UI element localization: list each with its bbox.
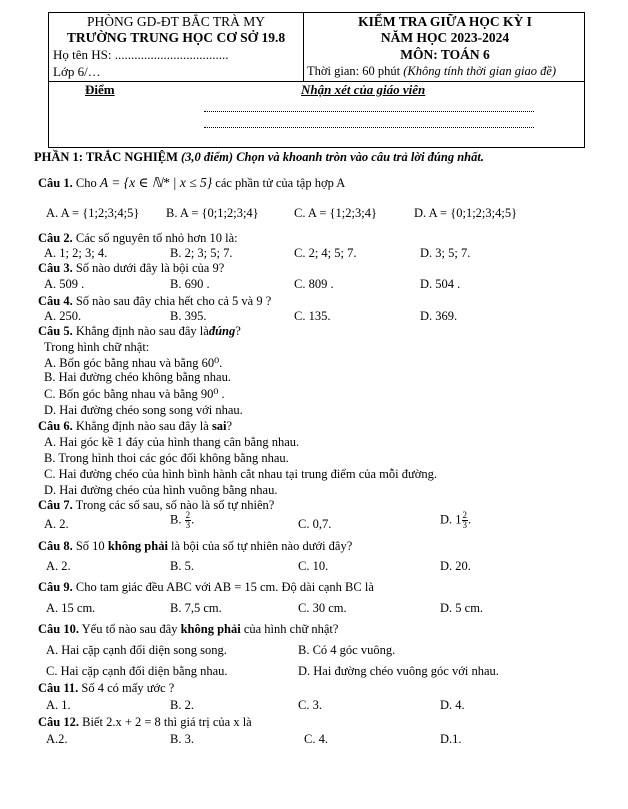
option-d[interactable]: D. Hai đường chéo vuông góc với nhau.: [298, 664, 499, 678]
question-intro: Trong hình chữ nhật:: [44, 340, 150, 354]
time-label: Thời gian: 60 phút: [307, 64, 401, 78]
question-text: Cho tam giác đều ABC với AB = 15 cm. Độ dài cạnh BC là: [75, 580, 374, 594]
option-a[interactable]: A. 15 cm.: [46, 601, 96, 615]
question-3: [38, 261, 224, 276]
option-a[interactable]: A. 250.: [44, 309, 82, 323]
question-7: [38, 498, 274, 513]
option-c[interactable]: C. 135.: [294, 309, 331, 323]
question-emphasis: sai: [211, 419, 227, 433]
option-c[interactable]: C. 0,7.: [298, 517, 332, 531]
question-label: Câu 12.: [38, 715, 79, 729]
question-label: Câu 3.: [38, 261, 73, 275]
comment-line-1: [204, 111, 534, 112]
question-text-end: của hình chữ nhật?: [243, 622, 339, 636]
option-d[interactable]: D. 20.: [440, 559, 471, 573]
set-notation: A = {x ∈ ℕ* | x ≤ 5}: [99, 175, 213, 190]
score-label: Điểm: [85, 82, 115, 97]
fraction-numerator: 2: [185, 510, 191, 520]
question-text: Số 4 có mấy ước ?: [81, 681, 175, 695]
option-a[interactable]: A. 1.: [46, 698, 71, 712]
option-b-prefix: B.: [170, 512, 182, 527]
question-text: Số nào dưới đây là bội của 9?: [75, 261, 225, 275]
option-d[interactable]: D. Hai đường chéo của hình vuông bằng nhau.: [44, 483, 278, 497]
question-label: Câu 1.: [38, 176, 73, 190]
question-text: Các số nguyên tố nhỏ hơn 10 là:: [75, 231, 238, 245]
option-b[interactable]: B. Có 4 góc vuông.: [298, 643, 396, 657]
option-d[interactable]: D. Hai đường chéo song song với nhau.: [44, 403, 243, 417]
teacher-comment-label: Nhận xét của giáo viên: [301, 82, 426, 97]
option-c[interactable]: C. 2; 4; 5; 7.: [294, 246, 357, 260]
option-c[interactable]: C. Hai cặp cạnh đối diện bằng nhau.: [46, 664, 228, 678]
question-label: Câu 10.: [38, 622, 79, 636]
option-c[interactable]: C. Hai đường chéo của hình bình hành cắt nhau tại trung điểm của mỗi đường.: [44, 467, 437, 481]
question-12: [38, 715, 252, 730]
school-name: TRƯỜNG TRUNG HỌC CƠ SỞ 19.8: [66, 30, 286, 45]
option-b[interactable]: B. 3.: [170, 732, 194, 746]
question-6: [38, 419, 232, 434]
option-b[interactable]: B. A = {0;1;2;3;4}: [166, 206, 259, 220]
option-d[interactable]: D. 3; 5; 7.: [420, 246, 471, 260]
exam-title: KIỂM TRA GIỮA HỌC KỲ I: [358, 14, 532, 29]
part1-instruction: Chọn và khoanh tròn vào câu trả lời đúng nhất.: [236, 150, 484, 164]
question-text: Biết 2.x + 2 = 8 thì giá trị của x là: [82, 715, 252, 729]
option-d[interactable]: D. 369.: [420, 309, 458, 323]
question-text: Yếu tố nào sau đây: [81, 622, 178, 636]
question-text: Khẳng định nào sau đây là: [75, 324, 209, 338]
option-b[interactable]: B. $\frac{2}{3}$ .: [170, 510, 195, 530]
question-text: Trong các số sau, số nào là số tự nhiên?: [75, 498, 275, 512]
option-a[interactable]: A. Bốn góc bằng nhau và bằng 60⁰.: [44, 356, 223, 370]
option-b[interactable]: B. Trong hình thoi các góc đối không bằng nhau.: [44, 451, 289, 465]
option-a[interactable]: A. Hai góc kề 1 đáy của hình thang cân bằng nhau.: [44, 435, 300, 449]
question-text: Cho: [75, 176, 97, 190]
option-a[interactable]: A.2.: [46, 732, 68, 746]
question-11: [38, 681, 174, 696]
option-d[interactable]: D.1.: [440, 732, 462, 746]
question-end: ?: [226, 419, 233, 433]
option-b[interactable]: B. 5.: [170, 559, 194, 573]
question-10: [38, 622, 338, 637]
subject-title: MÔN: TOÁN 6: [400, 47, 490, 62]
time-note: (Không tính thời gian giao đề): [403, 64, 557, 78]
question-label: Câu 4.: [38, 294, 73, 308]
question-text: Số nào sau đây chia hết cho cả 5 và 9 ?: [75, 294, 272, 308]
part1-title: PHẦN 1: TRẮC NGHIỆM: [34, 150, 178, 164]
option-a[interactable]: A. 2.: [46, 559, 71, 573]
class-field: Lớp 6/…: [53, 64, 101, 79]
question-label: Câu 2.: [38, 231, 73, 245]
option-d[interactable]: D. 1 $\frac{2}{3}$ .: [440, 510, 472, 530]
question-8: [38, 539, 352, 554]
part1-heading: [34, 150, 484, 165]
option-d[interactable]: D. 4.: [440, 698, 465, 712]
fraction-denominator: 3: [185, 520, 191, 530]
option-c[interactable]: C. Bốn góc bằng nhau và bằng 90⁰ .: [44, 387, 225, 401]
question-text: Số 10: [75, 539, 105, 553]
question-text: Khẳng định nào sau đây là: [75, 419, 209, 433]
question-4: [38, 294, 271, 309]
option-d[interactable]: D. A = {0;1;2;3;4;5}: [414, 206, 518, 220]
question-emphasis: không phải: [107, 539, 168, 553]
question-label: Câu 8.: [38, 539, 73, 553]
exam-header: [48, 12, 585, 148]
question-label: Câu 11.: [38, 681, 79, 695]
option-a[interactable]: A. Hai cặp cạnh đối diện song song.: [46, 643, 227, 657]
student-name-field: Họ tên HS: ...................................: [53, 47, 229, 62]
option-b[interactable]: B. Hai đường chéo không bằng nhau.: [44, 370, 231, 384]
question-end: ?: [235, 324, 241, 338]
question-text-end: các phần tử của tập hợp A: [215, 176, 346, 190]
option-c[interactable]: C. 3.: [298, 698, 322, 712]
option-a[interactable]: A. 509 .: [44, 277, 85, 291]
question-label: Câu 9.: [38, 580, 73, 594]
question-9: [38, 580, 374, 595]
option-b[interactable]: B. 395.: [170, 309, 207, 323]
question-label: Câu 5.: [38, 324, 73, 338]
option-a[interactable]: A. 2.: [44, 517, 69, 531]
option-d[interactable]: D. 504 .: [420, 277, 461, 291]
option-b[interactable]: B. 2; 3; 5; 7.: [170, 246, 233, 260]
question-label: Câu 7.: [38, 498, 73, 512]
option-c[interactable]: C. 809 .: [294, 277, 334, 291]
department-name: PHÒNG GD-ĐT BẮC TRÀ MY: [86, 14, 266, 29]
question-5: [38, 324, 241, 339]
question-1: [38, 175, 345, 191]
option-a[interactable]: A. A = {1;2;3;4;5}: [46, 206, 140, 220]
option-d-prefix: D. 1: [440, 512, 462, 527]
question-label: Câu 6.: [38, 419, 73, 433]
question-emphasis: không phải: [180, 622, 241, 636]
time-info: [307, 64, 556, 79]
option-b[interactable]: B. 7,5 cm.: [170, 601, 222, 615]
fraction-numerator: 2: [462, 510, 468, 520]
question-emphasis: đúng: [208, 324, 236, 338]
option-a[interactable]: A. 1; 2; 3; 4.: [44, 246, 108, 260]
fraction-denominator: 3: [462, 520, 468, 530]
option-c[interactable]: C. A = {1;2;3;4}: [294, 206, 377, 220]
option-c[interactable]: C. 4.: [304, 732, 328, 746]
part1-points: (3,0 điểm): [181, 150, 234, 164]
option-b[interactable]: B. 690 .: [170, 277, 210, 291]
option-b[interactable]: B. 2.: [170, 698, 194, 712]
question-text-end: là bội của số tự nhiên nào dưới đây?: [171, 539, 353, 553]
option-d[interactable]: D. 5 cm.: [440, 601, 484, 615]
option-c[interactable]: C. 10.: [298, 559, 329, 573]
comment-line-2: [204, 127, 534, 128]
school-year: NĂM HỌC 2023-2024: [380, 30, 510, 45]
question-2: [38, 231, 238, 246]
option-c[interactable]: C. 30 cm.: [298, 601, 347, 615]
